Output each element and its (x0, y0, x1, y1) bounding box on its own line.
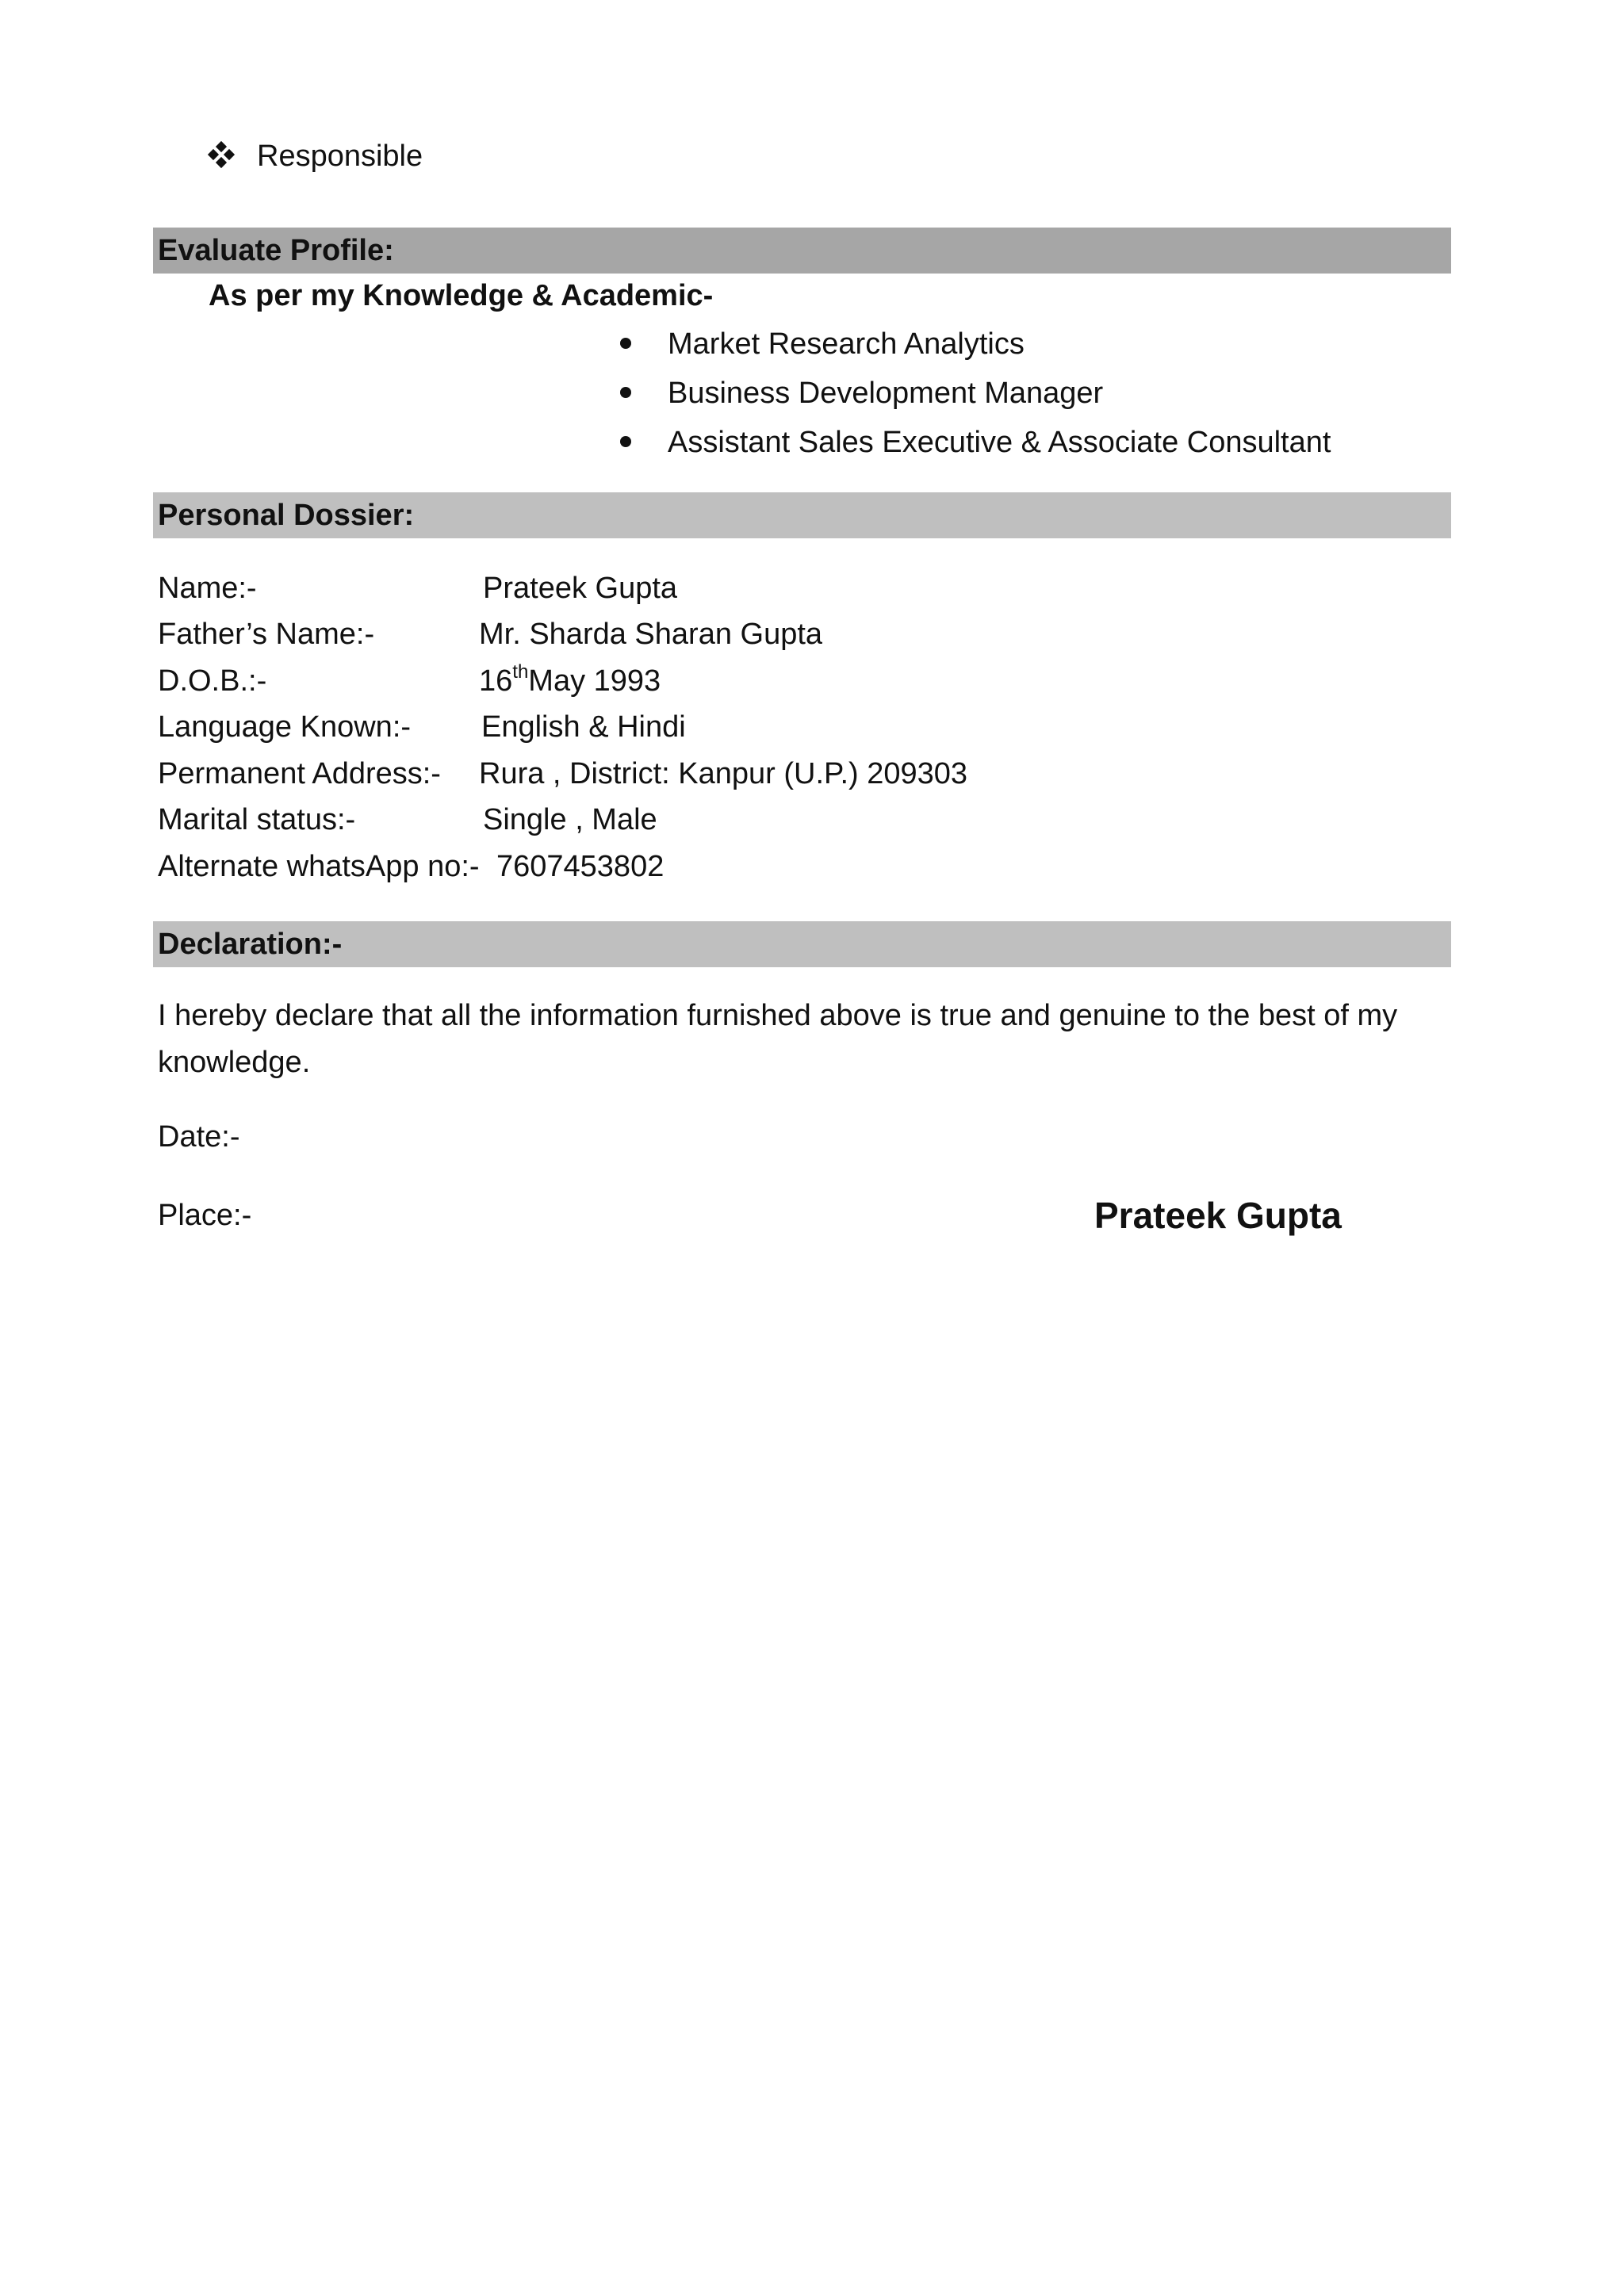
personal-dossier-heading: Personal Dossier: (153, 492, 1451, 538)
language-label: Language Known:- (158, 710, 412, 744)
name-value: Prateek Gupta (483, 572, 678, 605)
bullet-dot-icon (620, 387, 631, 398)
evaluate-item-2: Business Development Manager (668, 377, 1104, 410)
date-label: Date:- (158, 1120, 240, 1154)
father-name-label: Father’s Name:- (158, 618, 375, 651)
dob-ordinal: th (512, 661, 529, 683)
evaluate-profile-subheading: As per my Knowledge & Academic- (209, 279, 714, 312)
signature-name: Prateek Gupta (1094, 1195, 1342, 1236)
bullet-dot-icon (620, 436, 631, 447)
declaration-text-line1: I hereby declare that all the information furnished above is true and genuine to the best of my (158, 999, 1398, 1032)
dob-label: D.O.B.:- (158, 664, 267, 698)
declaration-text-line2: knowledge. (158, 1046, 311, 1079)
whatsapp-label: Alternate whatsApp no:- (158, 850, 480, 883)
marital-status-value: Single , Male (483, 803, 657, 836)
evaluate-item-1: Market Research Analytics (668, 327, 1025, 361)
bullet-dot-icon (620, 338, 631, 349)
place-label: Place:- (158, 1199, 252, 1232)
marital-status-label: Marital status:- (158, 803, 356, 836)
dob-month-year: May 1993 (528, 664, 661, 698)
whatsapp-value: 7607453802 (496, 850, 665, 883)
evaluate-item-3: Assistant Sales Executive & Associate Consultant (668, 426, 1331, 459)
address-value: Rura , District: Kanpur (U.P.) 209303 (479, 757, 968, 790)
dob-value (479, 661, 661, 698)
name-label: Name:- (158, 572, 257, 605)
diamond-bullet-icon (208, 141, 235, 168)
father-name-value: Mr. Sharda Sharan Gupta (479, 618, 823, 651)
evaluate-profile-heading: Evaluate Profile: (153, 228, 1451, 274)
responsible-item: Responsible (257, 140, 423, 173)
address-label: Permanent Address:- (158, 757, 441, 790)
dob-day: 16 (479, 664, 513, 698)
language-value: English & Hindi (481, 710, 686, 744)
declaration-heading: Declaration:- (153, 921, 1451, 967)
